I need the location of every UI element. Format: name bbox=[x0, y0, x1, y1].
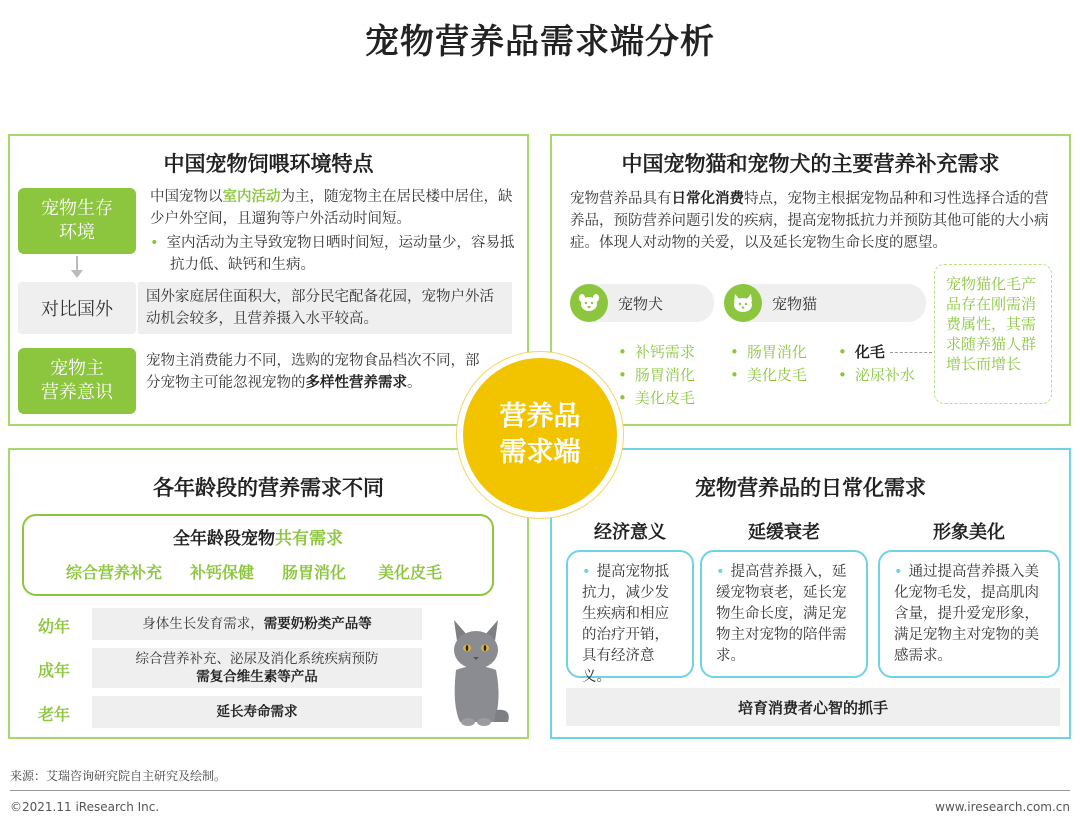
text-part: 中国宠物以 bbox=[150, 189, 223, 205]
need-label: 肠胃消化 bbox=[746, 343, 807, 361]
common-highlight: 共有需求 bbox=[275, 529, 343, 549]
center-line: 营养品 bbox=[499, 401, 581, 432]
hairball-note: 宠物猫化毛产品存在刚需消费属性，其需求随养猫人群增长而增长 bbox=[946, 275, 1037, 373]
common-need-item: 补钙保健 bbox=[190, 563, 255, 582]
cat-pill bbox=[724, 284, 926, 322]
need-label: 美化皮毛 bbox=[746, 366, 807, 384]
need-label: 泌尿补水 bbox=[854, 366, 915, 384]
text-part: 室内活动为主导致宠物日晒时间短，运动量少，容易抵抗力低、缺钙和生病。 bbox=[166, 235, 515, 273]
cat-need: • 泌尿补水 bbox=[838, 366, 915, 384]
column-head-anti-aging: 延缓衰老 bbox=[748, 522, 820, 543]
common-need-item: 综合营养补充 bbox=[66, 563, 163, 582]
age-label-senior: 老年 bbox=[38, 705, 71, 724]
cat-face-icon bbox=[724, 284, 762, 322]
environment-bullet bbox=[150, 232, 515, 276]
column-head-economic: 经济意义 bbox=[594, 522, 666, 543]
card-economic bbox=[566, 550, 694, 685]
tag-owner-awareness bbox=[18, 348, 136, 414]
age-label-adult: 成年 bbox=[38, 661, 71, 680]
bullet-icon: • bbox=[716, 564, 725, 580]
source-note: 来源：艾瑞咨询研究院自主研究及绘制。 bbox=[10, 769, 227, 783]
center-line: 需求端 bbox=[499, 437, 581, 468]
cat-need: • 肠胃消化 bbox=[730, 343, 807, 361]
bold-part: 需要奶粉类产品等 bbox=[263, 616, 372, 632]
dog-need: • 美化皮毛 bbox=[618, 389, 695, 407]
website-link[interactable]: www.iresearch.com.cn bbox=[935, 800, 1070, 814]
owner-awareness-text bbox=[146, 350, 486, 394]
dog-need: • 肠胃消化 bbox=[618, 366, 695, 384]
cat-photo-icon bbox=[436, 610, 516, 728]
panel-title: 宠物营养品的日常化需求 bbox=[695, 476, 926, 500]
bottom-summary-bar: 培育消费者心智的抓手 bbox=[566, 688, 1060, 726]
tag-compare-abroad: 对比国外 bbox=[18, 282, 136, 334]
compare-abroad-text: 国外家庭居住面积大，部分民宅配备花园，宠物户外活动机会较多，且营养摄入水平较高。 bbox=[146, 289, 494, 327]
center-circle bbox=[457, 352, 623, 518]
age-row-senior bbox=[92, 696, 422, 728]
tag-living-environment bbox=[18, 188, 136, 254]
copyright: ©2021.11 iResearch Inc. bbox=[10, 800, 160, 814]
page-title: 宠物营养品需求端分析 bbox=[365, 22, 715, 62]
dog-label: 宠物犬 bbox=[618, 294, 664, 313]
tag-line: 宠物主 bbox=[50, 358, 104, 379]
card-text: 提高营养摄入，延缓宠物衰老，延长宠物生命长度，满足宠物主对宠物的陪伴需求。 bbox=[716, 564, 847, 664]
age-row-text bbox=[142, 615, 372, 633]
cat-label: 宠物猫 bbox=[772, 294, 818, 313]
column-head-image: 形象美化 bbox=[933, 522, 1005, 543]
need-label: 美化皮毛 bbox=[634, 389, 695, 407]
card-text: 提高宠物抵抗力，减少发生疾病和相应的治疗开销，具有经济意义。 bbox=[582, 564, 670, 685]
card-image bbox=[878, 550, 1060, 678]
bullet-icon: • bbox=[582, 564, 591, 580]
panel-feeding-environment bbox=[8, 134, 529, 426]
text-part: 宠物主消费能力不同，选购的宠物食品档次不同，部分宠物主可能忽视宠物的 bbox=[146, 353, 480, 391]
need-label: 补钙需求 bbox=[634, 343, 695, 361]
bold-daily-consumption: 日常化消费 bbox=[671, 191, 744, 207]
bold-diverse-needs: 多样性营养需求 bbox=[305, 375, 407, 391]
age-row-adult bbox=[92, 648, 422, 688]
highlight-indoor: 室内活动 bbox=[222, 189, 281, 205]
cat-need: • 美化皮毛 bbox=[730, 366, 807, 384]
panel-title: 中国宠物饲喂环境特点 bbox=[163, 152, 374, 176]
intro-text bbox=[570, 188, 1055, 254]
connector-line bbox=[890, 352, 932, 353]
text-part: 全年龄段宠物 bbox=[173, 529, 275, 549]
panel-cat-dog-needs bbox=[550, 134, 1071, 426]
tag-line: 营养意识 bbox=[41, 382, 113, 403]
text-part: 为主，随宠物主在居民楼中居住，缺少户外空间，且遛狗等户外活动时间短。 bbox=[150, 189, 513, 227]
need-label: 肠胃消化 bbox=[634, 366, 695, 384]
text-part: 特点，宠物主根据宠物品种和习性选择合适的营养品，预防营养问题引发的疾病，提高宠物抵抗力并预防其他可能的大小病症。体现人对动物的关爱，以及延长宠物生命长度的愿望。 bbox=[570, 191, 1049, 251]
text-part: 宠物营养品具有 bbox=[570, 191, 672, 207]
common-need-item: 美化皮毛 bbox=[378, 563, 443, 582]
arrow-down-icon bbox=[71, 270, 83, 278]
tag-line: 环境 bbox=[59, 222, 95, 243]
text-part: 身体生长发育需求， bbox=[142, 616, 264, 632]
common-need-item: 肠胃消化 bbox=[282, 563, 347, 582]
panel-age-needs bbox=[8, 448, 529, 739]
environment-text bbox=[150, 186, 515, 230]
age-row-young bbox=[92, 608, 422, 640]
bold-part: 延长寿命需求 bbox=[216, 704, 298, 720]
footer-divider bbox=[10, 790, 1070, 791]
bold-part: 需复合维生素等产品 bbox=[196, 669, 318, 685]
card-anti-aging bbox=[700, 550, 868, 678]
need-label: 化毛 bbox=[854, 343, 885, 361]
common-needs-title bbox=[22, 524, 494, 549]
panel-title: 中国宠物猫和宠物犬的主要营养补充需求 bbox=[621, 152, 1000, 176]
panel-daily-needs bbox=[550, 448, 1071, 739]
text-part: 综合营养补充、泌尿及消化系统疾病预防 bbox=[135, 651, 379, 667]
text-part: 。 bbox=[407, 375, 422, 391]
cat-need-hairball: • 化毛 bbox=[838, 343, 885, 361]
dog-need: • 补钙需求 bbox=[618, 343, 695, 361]
panel-title: 各年龄段的营养需求不同 bbox=[153, 476, 384, 500]
age-label-young: 幼年 bbox=[38, 617, 71, 636]
dog-pill bbox=[570, 284, 714, 322]
tag-line: 宠物生存 bbox=[41, 198, 113, 219]
dog-face-icon bbox=[570, 284, 608, 322]
bullet-icon: • bbox=[150, 235, 159, 251]
bullet-icon: • bbox=[894, 564, 903, 580]
card-text: 通过提高营养摄入美化宠物毛发，提高肌肉含量，提升爱宠形象，满足宠物主对宠物的美感需求。 bbox=[894, 564, 1040, 664]
